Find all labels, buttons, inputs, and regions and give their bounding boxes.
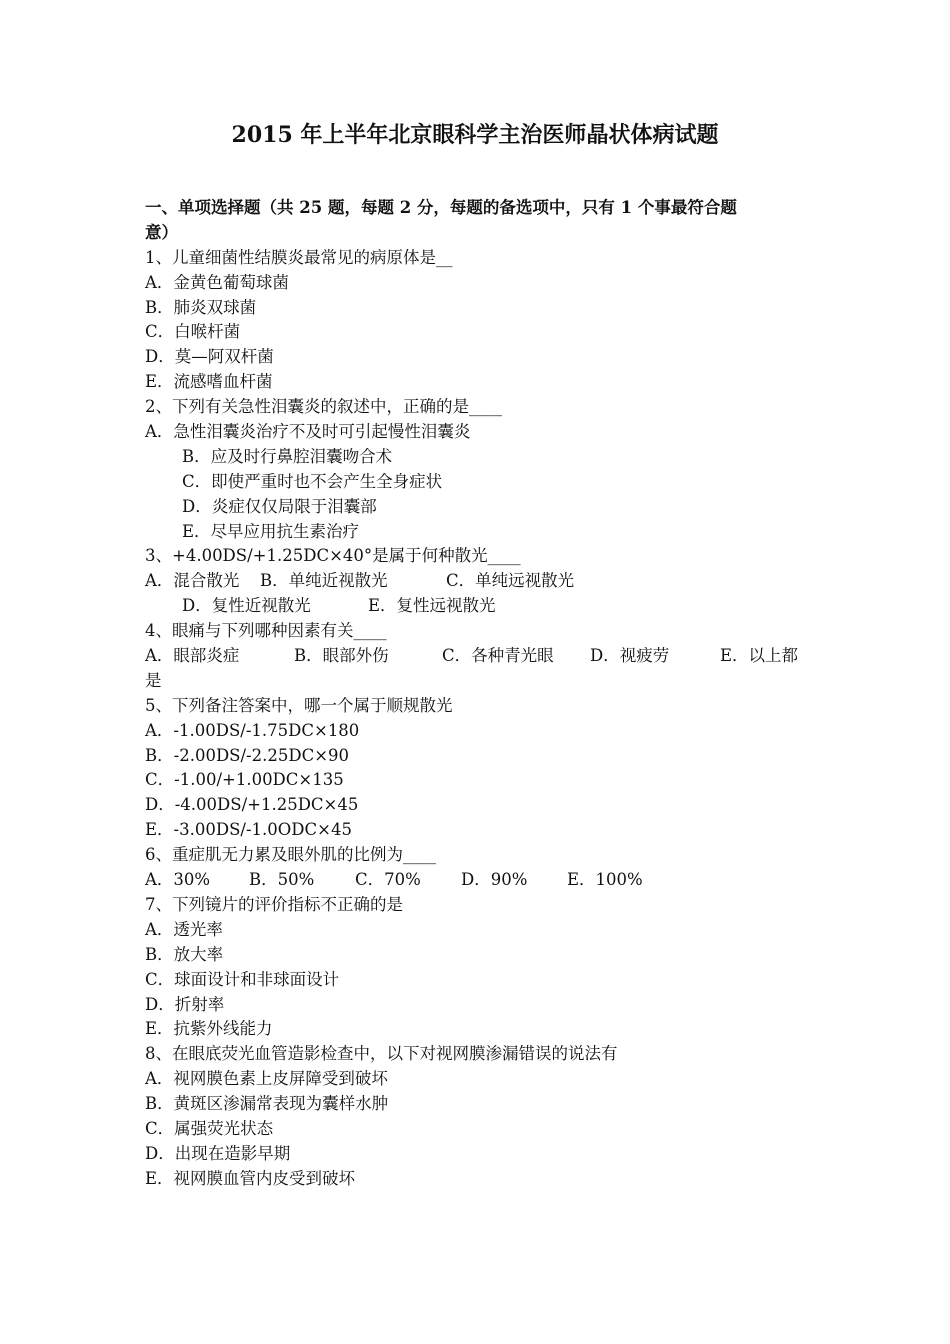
question-2-option-d: D．炎症仅仅局限于泪囊部 (182, 496, 377, 516)
question-1-option-c: C．白喉杆菌 (145, 322, 241, 342)
question-7-option-e: E．抗紫外线能力 (145, 1019, 273, 1039)
question-6 (145, 843, 825, 893)
question-6-option-e: E．100% (567, 870, 643, 890)
question-8-option-c: C．属强荧光状态 (145, 1118, 274, 1138)
question-8-option-a: A．视网膜色素上皮屏障受到破坏 (145, 1069, 388, 1089)
question-7-option-d: D．折射率 (145, 994, 225, 1014)
question-5-option-e: E．-3.00DS/-1.0ODC×45 (145, 820, 352, 840)
question-5-option-c: C．-1.00/+1.00DC×135 (145, 770, 344, 790)
section-heading-line-2: 意） (145, 222, 178, 242)
question-4-option-d: D．视疲劳 (590, 646, 670, 666)
document-title: 2015 年上半年北京眼科学主治医师晶状体病试题 (231, 122, 719, 148)
question-8-stem: 8、在眼底荧光血管造影检查中，以下对视网膜渗漏错误的说法有 (145, 1044, 618, 1064)
question-4-option-a: A．眼部炎症 (145, 646, 240, 666)
question-6-option-b: B．50% (249, 870, 315, 890)
question-4-option-e-wrap: 是 (145, 670, 162, 690)
question-7-option-c: C．球面设计和非球面设计 (145, 969, 340, 989)
question-3-option-b: B．单纯近视散光 (260, 571, 388, 591)
question-1-option-e: E．流感嗜血杆菌 (145, 372, 273, 392)
question-1-option-b: B．肺炎双球菌 (145, 297, 257, 317)
question-6-option-a: A．30% (145, 870, 211, 890)
question-4-options-row (145, 644, 825, 669)
question-4-option-e: E．以上都 (720, 646, 799, 666)
question-5-stem: 5、下列备注答案中，哪一个属于顺规散光 (145, 695, 453, 715)
section-heading-line-1: 一、单项选择题（共 25 题，每题 2 分，每题的备选项中，只有 1 个事最符合题 (145, 198, 737, 217)
question-2-option-c: C．即使严重时也不会产生全身症状 (182, 471, 443, 491)
question-8-option-d: D．出现在造影早期 (145, 1143, 291, 1163)
question-5 (145, 694, 825, 843)
document-body (145, 196, 825, 1192)
question-7-option-b: B．放大率 (145, 944, 224, 964)
question-2-option-e: E．尽早应用抗生素治疗 (182, 521, 360, 541)
question-2 (145, 395, 825, 544)
question-3-stem: 3、+4.00DS/+1.25DC×40°是属于何种散光____ (145, 546, 521, 566)
question-6-option-d: D．90% (461, 870, 528, 890)
question-7 (145, 893, 825, 1042)
question-4-option-b: B．眼部外伤 (294, 646, 389, 666)
question-1-stem: 1、儿童细菌性结膜炎最常见的病原体是__ (145, 247, 453, 267)
question-5-option-b: B．-2.00DS/-2.25DC×90 (145, 745, 350, 765)
question-1-option-d: D．莫—阿双杆菌 (145, 347, 274, 367)
question-1 (145, 246, 825, 395)
question-7-stem: 7、下列镜片的评价指标不正确的是 (145, 894, 403, 914)
question-4-option-c: C．各种青光眼 (442, 646, 554, 666)
question-6-option-c: C．70% (355, 870, 421, 890)
question-8-option-b: B．黄斑区渗漏常表现为囊样水肿 (145, 1094, 389, 1114)
question-2-option-a: A．急性泪囊炎治疗不及时可引起慢性泪囊炎 (145, 422, 471, 442)
question-6-options-row (145, 868, 825, 893)
question-1-option-a: A．金黄色葡萄球菌 (145, 272, 289, 292)
question-7-option-a: A．透光率 (145, 919, 223, 939)
question-5-option-a: A．-1.00DS/-1.75DC×180 (145, 720, 360, 740)
question-3 (145, 544, 825, 619)
question-3-option-a: A．混合散光 (145, 571, 240, 591)
question-3-options-row-1 (145, 569, 825, 594)
question-4-stem: 4、眼痛与下列哪种因素有关____ (145, 621, 387, 641)
question-2-option-b: B．应及时行鼻腔泪囊吻合术 (182, 446, 393, 466)
question-2-stem: 2、下列有关急性泪囊炎的叙述中，正确的是____ (145, 397, 502, 417)
question-5-option-d: D．-4.00DS/+1.25DC×45 (145, 795, 359, 815)
question-4 (145, 619, 825, 694)
question-3-option-e: E．复性远视散光 (368, 596, 496, 616)
question-8-option-e: E．视网膜血管内皮受到破坏 (145, 1168, 356, 1188)
question-8 (145, 1042, 825, 1191)
question-6-stem: 6、重症肌无力累及眼外肌的比例为____ (145, 845, 436, 865)
question-3-option-c: C．单纯远视散光 (446, 571, 575, 591)
question-3-options-row-2 (145, 594, 825, 619)
question-3-option-d: D．复性近视散光 (182, 596, 311, 616)
